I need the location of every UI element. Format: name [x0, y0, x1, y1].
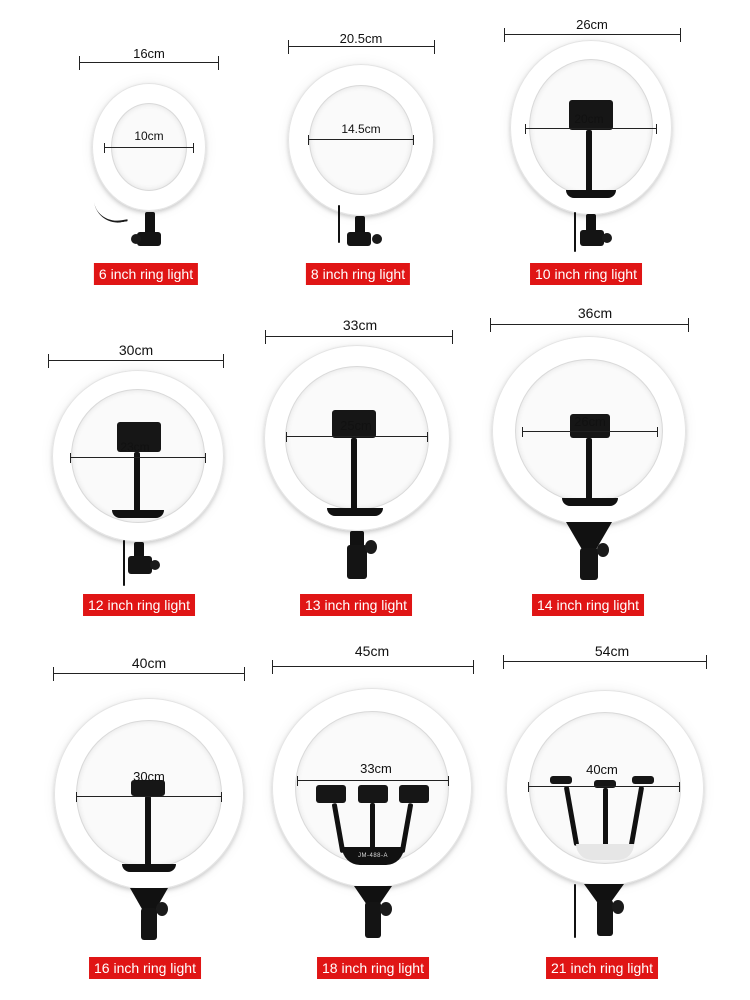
- size-label: 21 inch ring light: [546, 957, 658, 979]
- outer-dimension-label: 16cm: [133, 46, 165, 61]
- outer-dimension-label: 36cm: [577, 305, 613, 321]
- power-cable: [338, 205, 340, 243]
- tripod-adapter: [580, 548, 598, 580]
- inner-dimension-line: [76, 796, 222, 797]
- outer-dimension-label: 20.5cm: [339, 31, 383, 46]
- inner-dimension-line: [297, 780, 449, 781]
- knob: [150, 560, 160, 570]
- inner-dimension-line: [70, 457, 206, 458]
- outer-dimension-label: 40cm: [131, 655, 167, 671]
- ball-head: [347, 232, 371, 246]
- size-label: 6 inch ring light: [94, 263, 198, 285]
- phone-holder-center: [358, 785, 388, 803]
- inner-dimension-label: 33cm: [360, 761, 392, 776]
- knob: [602, 233, 612, 243]
- phone-clamp-left: [550, 776, 572, 784]
- tripod-adapter: [347, 545, 367, 579]
- outer-dimension-label: 45cm: [354, 643, 390, 659]
- size-label: 13 inch ring light: [300, 594, 412, 616]
- gooseneck-center: [370, 803, 375, 853]
- gooseneck: [586, 130, 592, 196]
- inner-dimension-label: 23cm: [120, 440, 150, 454]
- ring-base: [327, 508, 383, 516]
- phone-holder-right: [399, 785, 429, 803]
- gooseneck-center: [603, 788, 608, 846]
- knob: [612, 900, 624, 914]
- size-label: 16 inch ring light: [89, 957, 201, 979]
- inner-dimension-line: [528, 786, 680, 787]
- inner-dimension-label: 40cm: [586, 762, 618, 777]
- outer-dimension-line: [505, 34, 680, 35]
- gooseneck: [586, 438, 592, 500]
- outer-dimension-label: 33cm: [342, 317, 378, 333]
- tripod-adapter: [141, 908, 157, 940]
- ring-base: [566, 190, 616, 198]
- gooseneck: [134, 452, 140, 514]
- inner-dimension-label: 20cm: [574, 112, 604, 126]
- size-label: 12 inch ring light: [83, 594, 195, 616]
- inner-dimension-line: [308, 139, 414, 140]
- gooseneck: [145, 796, 151, 866]
- ring-center-opening: [310, 86, 412, 194]
- outer-dimension-line: [504, 661, 706, 662]
- ring-base: [112, 510, 164, 518]
- stand-mount: [145, 212, 155, 234]
- outer-dimension-line: [266, 336, 452, 337]
- inner-dimension-label: 26cm: [574, 414, 606, 429]
- outer-dimension-label: 26cm: [576, 17, 608, 32]
- ball-head: [128, 556, 152, 574]
- power-cable: [574, 212, 576, 252]
- inner-dimension-line: [525, 128, 657, 129]
- outer-dimension-line: [491, 324, 688, 325]
- knob: [131, 234, 141, 244]
- knob: [156, 902, 168, 916]
- power-cable: [94, 198, 128, 227]
- phone-clamp-right: [632, 776, 654, 784]
- size-label: 14 inch ring light: [532, 594, 644, 616]
- ball-head: [580, 230, 604, 246]
- inner-dimension-label: 14.5cm: [341, 122, 381, 136]
- ring-center-opening: [286, 367, 428, 509]
- power-cable: [574, 884, 576, 938]
- inner-dimension-line: [286, 436, 428, 437]
- phone-holder-left: [316, 785, 346, 803]
- knob: [365, 540, 377, 554]
- inner-dimension-label: 10cm: [134, 129, 164, 143]
- outer-dimension-line: [80, 62, 218, 63]
- knob: [372, 234, 382, 244]
- size-label: 8 inch ring light: [306, 263, 410, 285]
- outer-dimension-line: [49, 360, 223, 361]
- size-label: 18 inch ring light: [317, 957, 429, 979]
- gooseneck: [351, 438, 357, 510]
- ring-base: [576, 844, 634, 860]
- outer-dimension-label: 30cm: [118, 342, 154, 358]
- inner-dimension-label: 25cm: [340, 418, 372, 433]
- inner-dimension-line: [522, 431, 658, 432]
- outer-dimension-line: [289, 46, 434, 47]
- tripod-adapter: [365, 902, 381, 938]
- knob: [380, 902, 392, 916]
- outer-dimension-line: [273, 666, 473, 667]
- ring-base: [562, 498, 618, 506]
- inner-dimension-line: [104, 147, 194, 148]
- outer-dimension-line: [54, 673, 244, 674]
- power-cable: [123, 540, 125, 586]
- size-label: 10 inch ring light: [530, 263, 642, 285]
- tripod-adapter: [597, 900, 613, 936]
- knob: [597, 543, 609, 557]
- inner-dimension-label: 30cm: [133, 769, 165, 784]
- outer-dimension-label: 54cm: [594, 643, 630, 659]
- ring-base: [122, 864, 176, 872]
- model-marking: JM-488-A: [357, 853, 389, 859]
